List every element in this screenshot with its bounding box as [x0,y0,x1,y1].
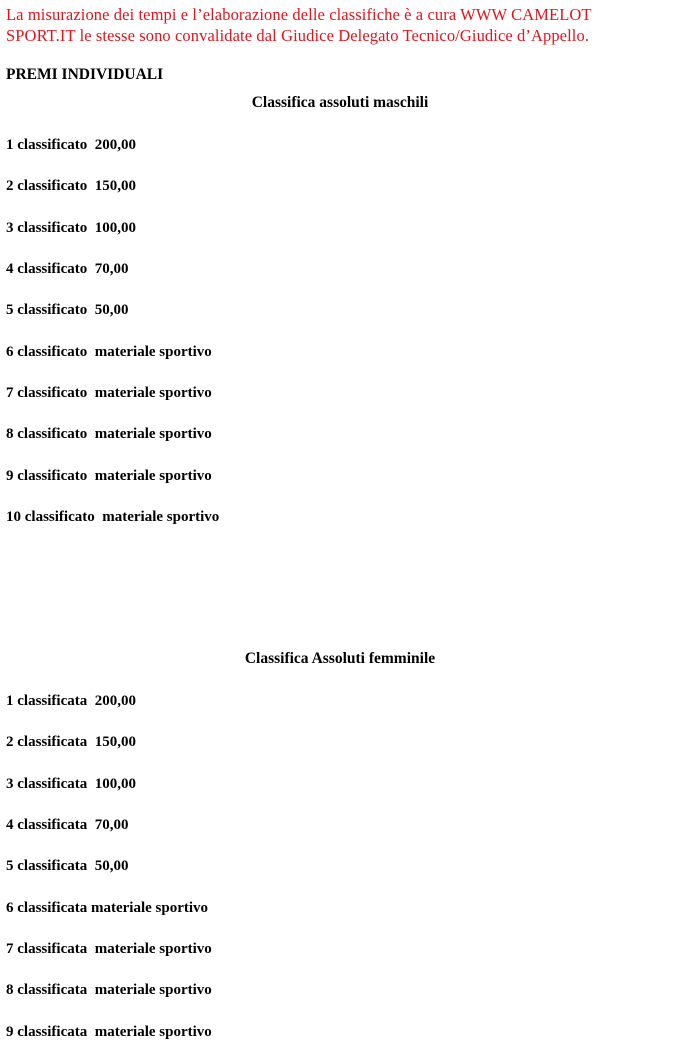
timing-notice [6,4,666,46]
male-ranking-title: Classifica assoluti maschili [251,94,429,111]
notice-line-2: SPORT.IT le stesse sono convalidate dal Giudice Delegato Tecnico/Giudice d’Appello. [6,26,590,45]
male-prize-item: 8 classificato materiale sportivo [6,426,212,443]
female-prize-item: 9 classificata materiale sportivo [6,1023,212,1040]
female-ranking-title: Classifica Assoluti femminile [244,650,436,667]
female-prize-item: 1 classificata 200,00 [6,693,136,709]
female-prize-list [6,692,212,1064]
female-prize-item: 6 classificata materiale sportivo [6,899,209,916]
male-prize-item: 2 classificato 150,00 [6,178,136,195]
male-prize-item: 4 classificato 70,00 [6,261,129,278]
female-prize-item: 2 classificata 150,00 [6,734,136,751]
female-prize-item: 7 classificata materiale sportivo [6,941,212,958]
female-prize-item: 8 classificata materiale sportivo [6,982,212,999]
male-prize-item: 6 classificato materiale sportivo [6,343,212,360]
notice-line-1: La misurazione dei tempi e l’elaborazione delle classifiche è a cura WWW CAMELOT [6,5,592,24]
male-prize-item: 5 classificato 50,00 [6,302,129,319]
section-label: PREMI INDIVIDUALI [6,66,164,83]
male-prize-item: 1 classificato 200,00 [6,137,136,153]
male-prize-list [6,136,219,549]
male-prize-item: 3 classificato 100,00 [6,219,136,236]
male-prize-item: 7 classificato materiale sportivo [6,385,212,402]
female-prize-item: 4 classificata 70,00 [6,817,129,834]
female-prize-item: 5 classificata 50,00 [6,858,129,875]
male-prize-item: 9 classificato materiale sportivo [6,467,212,484]
male-prize-item: 10 classificato materiale sportivo [6,509,220,526]
female-prize-item: 3 classificata 100,00 [6,775,136,792]
